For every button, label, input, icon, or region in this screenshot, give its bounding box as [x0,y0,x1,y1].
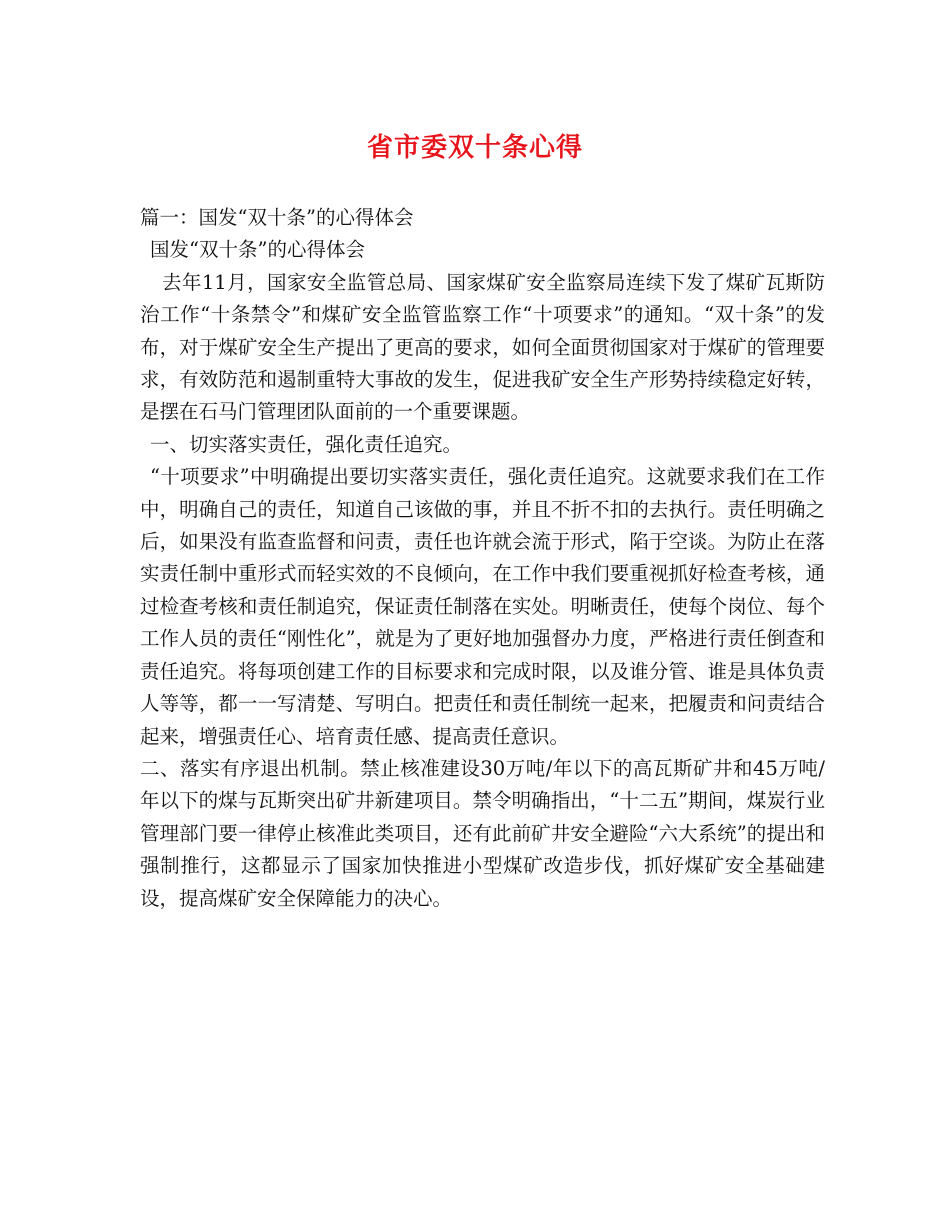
section-heading-part-one: 篇一：国发“双十条”的心得体会 [140,206,414,229]
section-heading-one: 一、切实落实责任，强化责任追究。 [150,432,463,456]
paragraph-responsibility: “十项要求”中明确提出要切实落实责任，强化责任追究。这就要求我们在工作中，明确自己的责任，知道自己该做的事，并且不折不扣的去执行。责任明确之后，如果没有监查监督和问责，责任也许就会流于形式，陷于空谈。为防止在落实责任制中重形式而轻实效的不良倾向，在工作中我们要重视抓好检查考核，通过检查考核和责任制追究，保证责任制落在实处。明晰责任，使每个岗位、每个工作人员的责任“刚性化”，就是为了更好地加强督办力度，严格进行责任倒查和责任追究。将每项创建工作的目标要求和完成时限，以及谁分管、谁是具体负责人等等，都一一写清楚、写明白。把责任和责任制统一起来，把履责和问责结合起来，增强责任心、培育责任感、提高责任意识。 [140,465,825,748]
document-title: 省市委双十条心得 [366,133,583,163]
document-body [140,202,825,915]
paragraph-intro: 去年11月，国家安全监管总局、国家煤矿安全监察局连续下发了煤矿瓦斯防治工作“十条禁令”和煤矿安全监管监察工作“十项要求”的通知。“双十条”的发布，对于煤矿安全生产提出了更高的要求，如何全面贯彻国家对于煤矿的管理要求，有效防范和遏制重特大事故的发生，促进我矿安全生产形势持续稳定好转，是摆在石马门管理团队面前的一个重要课题。 [140,270,825,424]
article-subtitle: 国发“双十条”的心得体会 [150,238,365,262]
paragraph-exit-mechanism: 二、落实有序退出机制。禁止核准建设30万吨/年以下的高瓦斯矿井和45万吨/年以下的煤与瓦斯突出矿井新建项目。禁令明确指出，“十二五”期间，煤炭行业管理部门要一律停止核准此类项目，还有此前矿井安全避险“六大系统”的提出和强制推行，这都显示了国家加快推进小型煤矿改造步伐，抓好煤矿安全基础建设，提高煤矿安全保障能力的决心。 [140,756,825,910]
